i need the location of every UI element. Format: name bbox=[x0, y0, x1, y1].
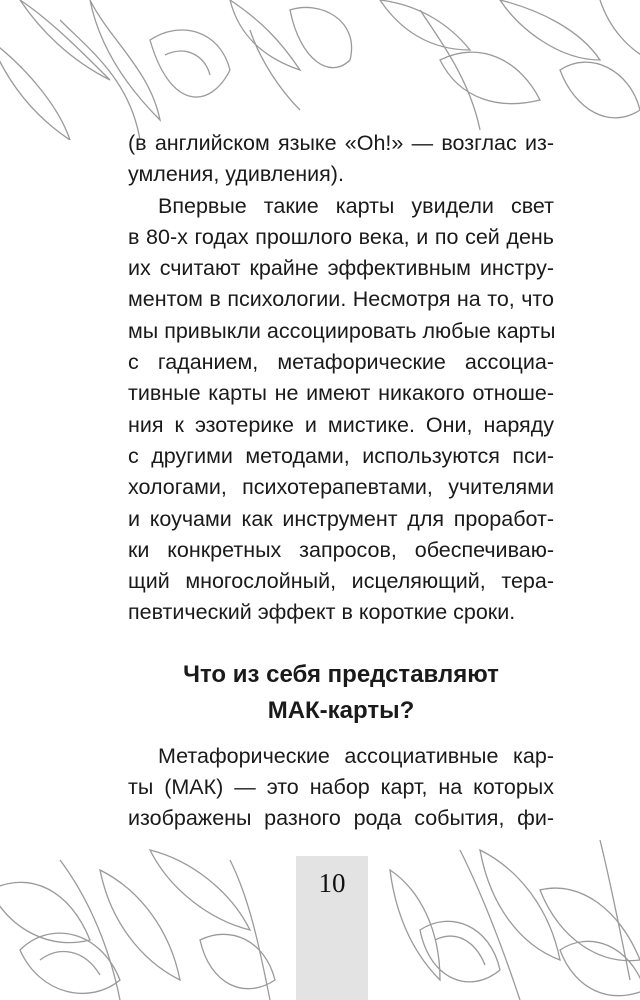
text-line: с гаданием, метафорические ассоциа- bbox=[128, 350, 554, 375]
paragraph-continuation bbox=[128, 128, 554, 191]
leaf-icon bbox=[480, 850, 560, 960]
petal-icon bbox=[40, 952, 100, 975]
text-line: тивные карты не имеют никакого отноше- bbox=[128, 381, 554, 406]
text-line: и коучами как инструмент для проработ- bbox=[128, 506, 554, 531]
paragraph-definition bbox=[128, 741, 554, 835]
stem-icon bbox=[60, 20, 140, 140]
paragraph-history bbox=[128, 191, 554, 629]
text-line: ния к эзотерике и мистике. Они, наряду bbox=[128, 412, 554, 437]
text-line: в 80-х годах прошлого века, и по сей день bbox=[128, 224, 554, 249]
text-line: умления, удивления). bbox=[128, 162, 344, 187]
text-line: мы привыкли ассоциировать любые карты bbox=[128, 318, 556, 343]
section-heading bbox=[128, 657, 554, 729]
text-line: ты (МАК) — это набор карт, на которых bbox=[128, 775, 554, 800]
heading-line: Что из себя представляют bbox=[183, 660, 499, 688]
text-line: изображены разного рода события, фи- bbox=[128, 806, 554, 831]
stem-icon bbox=[460, 850, 520, 1000]
text-line: хологами, психотерапевтами, учителями bbox=[128, 475, 554, 500]
petal-icon bbox=[380, 0, 470, 50]
text-line: певтический эффект в короткие сроки. bbox=[128, 600, 516, 625]
page-text bbox=[128, 128, 554, 835]
leaf-icon bbox=[540, 888, 640, 961]
petal-icon bbox=[560, 62, 640, 118]
text-line: щий многослойный, исцеляющий, тера- bbox=[128, 569, 554, 594]
floral-border-top bbox=[0, 0, 640, 140]
stem-icon bbox=[60, 860, 120, 1000]
petal-icon bbox=[435, 936, 485, 965]
petal-icon bbox=[200, 934, 275, 988]
leaf-icon bbox=[500, 0, 600, 60]
leaf-icon bbox=[390, 870, 440, 980]
stem-icon bbox=[420, 10, 480, 130]
leaf-icon bbox=[600, 0, 640, 60]
petal-icon bbox=[290, 7, 352, 67]
text-line: Метафорические ассоциативные кар- bbox=[158, 743, 554, 768]
text-line: ки конкретных запросов, обеспечиваю- bbox=[128, 537, 554, 562]
text-line: с другими методами, используются пси- bbox=[128, 443, 554, 468]
text-line: ментом в психологии. Несмотря на то, что bbox=[128, 287, 554, 312]
text-line: Впервые такие карты увидели свет bbox=[158, 193, 554, 218]
page-number: 10 bbox=[318, 868, 346, 898]
petal-icon bbox=[420, 921, 500, 982]
leaf-icon bbox=[0, 882, 90, 942]
petal-icon bbox=[165, 51, 210, 75]
text-line: их считают крайне эффективным инстру- bbox=[128, 256, 554, 281]
petal-icon bbox=[150, 30, 230, 97]
leaf-icon bbox=[0, 40, 70, 140]
text-line: (в английском языке «Oh!» — возглас из- bbox=[128, 131, 554, 155]
heading-line: МАК-карты? bbox=[267, 696, 415, 724]
leaf-icon bbox=[440, 52, 540, 103]
stem-icon bbox=[250, 30, 300, 110]
leaf-icon bbox=[150, 850, 250, 930]
